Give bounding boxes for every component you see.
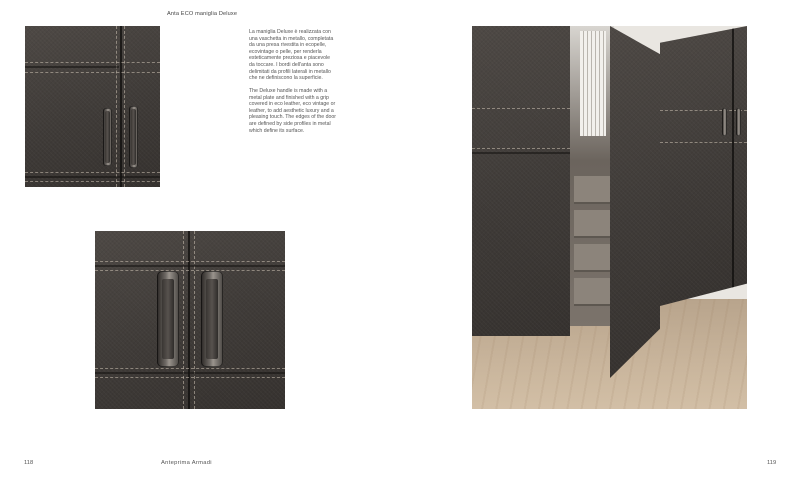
caption-title: Anta ECO maniglia Deluxe <box>167 11 238 17</box>
handle-closeup-left <box>157 271 179 367</box>
photo-wardrobe-room <box>472 26 747 409</box>
caption-text-italian: La maniglia Deluxe è realizzata con una vaschetta in metallo, completata da una presa rivestita in ecopelle, ecovintage o pelle, per renderla esteticamente preziosa e piacevole da toccare. I bordi dell'anta sono delimitati da profili laterali in metallo che ne definiscono la superficie. <box>249 29 334 82</box>
handle-closeup-right <box>201 271 223 367</box>
running-head: Anteprima Armadi <box>161 460 212 466</box>
wardrobe-door-open <box>610 26 660 378</box>
page-number-right: 119 <box>767 460 777 466</box>
handle-left <box>103 108 112 166</box>
page-number-left: 118 <box>24 460 34 466</box>
wardrobe-door-right <box>660 26 747 306</box>
caption-text-english: The Deluxe handle is made with a metal plate and finished with a grip covered in eco leather, eco vintage or leather, to add aesthetic luxury and a pleasing touch. The edges of the door are defined by side profiles in metal which define its surface. <box>249 88 337 134</box>
wardrobe-interior <box>570 26 614 326</box>
wardrobe-door-left <box>472 26 570 336</box>
photo-door-detail-top <box>25 26 160 187</box>
handle-right <box>129 106 138 168</box>
photo-handle-closeup <box>95 231 285 409</box>
